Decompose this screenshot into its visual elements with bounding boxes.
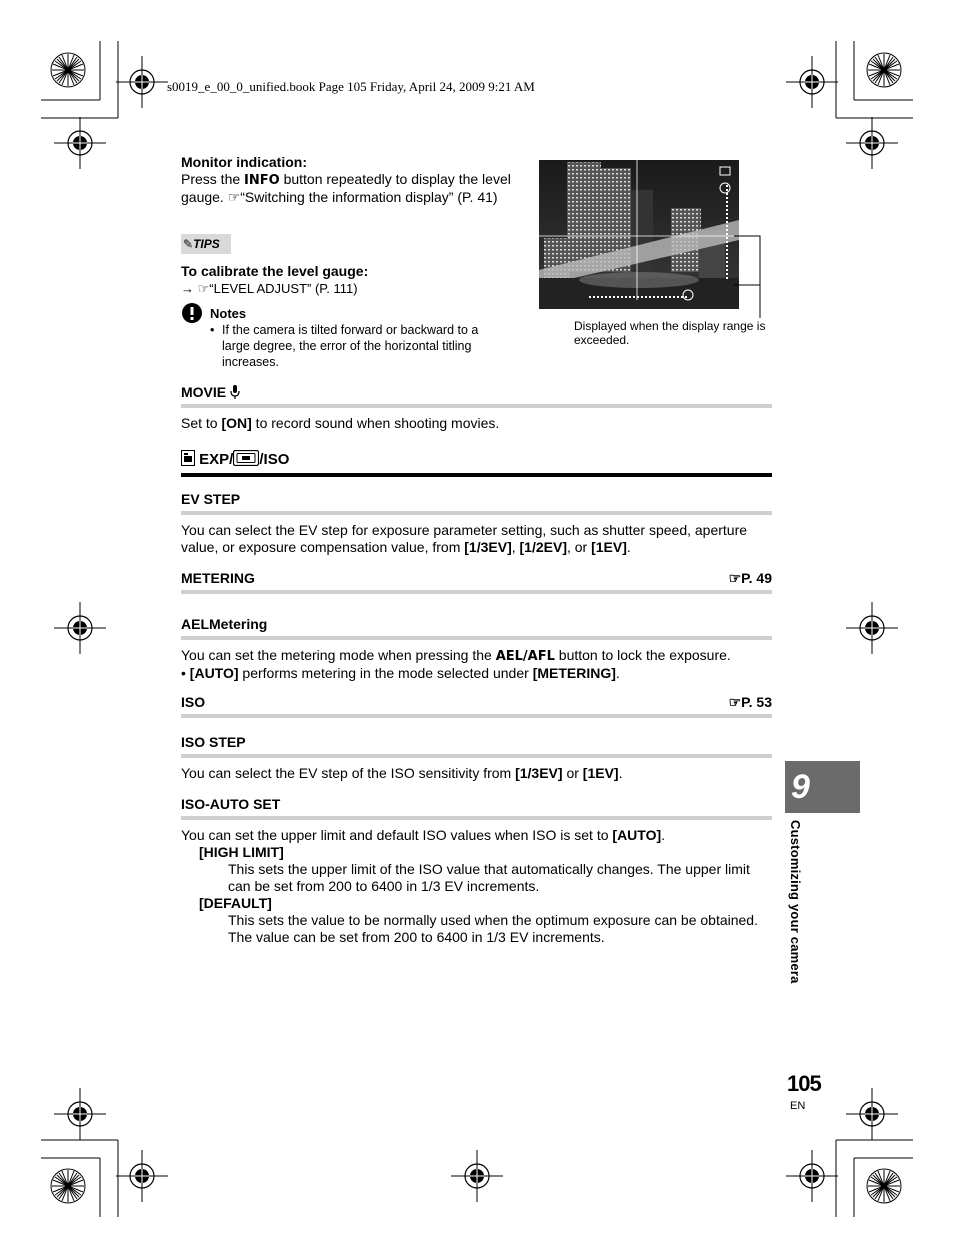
microphone-icon xyxy=(230,385,240,399)
divider xyxy=(181,404,772,408)
divider xyxy=(181,590,772,594)
notes-line: If the camera is tilted forward or backward to a xyxy=(222,323,479,337)
monitor-line-1 xyxy=(181,171,531,189)
section-title xyxy=(181,450,289,468)
tips-icon: ✎ xyxy=(183,237,194,251)
metering-icon xyxy=(233,450,259,466)
notes-line: increases. xyxy=(222,355,279,369)
level-gauge-photo xyxy=(539,160,739,309)
divider xyxy=(181,511,772,515)
movie-heading xyxy=(181,384,240,400)
default-desc: This sets the value to be normally used when the optimum exposure can be obtained. The value can be set from 200 to 6400 in 1/3 EV increments. xyxy=(228,912,758,945)
bullet: • xyxy=(210,323,215,337)
chapter-label: Customizing your camera xyxy=(788,820,803,984)
high-limit-label: [HIGH LIMIT] xyxy=(199,844,284,860)
divider xyxy=(181,754,772,758)
divider xyxy=(181,636,772,640)
tips-label: TIPS xyxy=(193,237,220,251)
page-number: 105 xyxy=(787,1071,821,1096)
monitor-title: Monitor indication: xyxy=(181,154,307,170)
ev-step-line: value, or exposure compensation value, from [1/3EV], [1/2EV], or [1EV]. xyxy=(181,539,631,555)
iso-auto-text xyxy=(181,827,781,946)
iso-page-ref[interactable]: ☞P. 53 xyxy=(728,694,772,710)
movie-text: Set to [ON] to record sound when shooting movies. xyxy=(181,415,500,431)
ael-line: You can set the metering mode when pressing the AEL/AFL button to lock the exposure. xyxy=(181,647,731,664)
movie-heading-text: MOVIE xyxy=(181,384,227,400)
high-limit-desc: This sets the upper limit of the ISO value that automatically changes. The upper limit can be set from 200 to 6400 in 1/3 EV increments. xyxy=(228,861,750,894)
iso-heading: ISO xyxy=(181,694,206,710)
metering-page-ref[interactable]: ☞P. 49 xyxy=(728,570,772,586)
callout-lines xyxy=(730,230,770,320)
figure-caption xyxy=(574,319,774,347)
iso-step-heading: ISO STEP xyxy=(181,734,246,750)
notes-item xyxy=(210,322,510,370)
iso-step-text: You can select the EV step of the ISO sensitivity from [1/3EV] or [1EV]. xyxy=(181,765,623,781)
chapter-tab: 9 xyxy=(785,761,860,813)
calibrate-title: To calibrate the level gauge: xyxy=(181,263,369,279)
ael-text xyxy=(181,647,781,682)
section-rule xyxy=(181,473,772,477)
ev-step-text xyxy=(181,522,781,556)
metering-heading: METERING xyxy=(181,570,255,586)
caption-line: Displayed when the display range is xyxy=(574,319,766,333)
divider xyxy=(181,714,772,718)
caption-line: exceeded. xyxy=(574,333,630,347)
ael-afl-key: AEL/AFL xyxy=(495,649,555,664)
ael-line: • [AUTO] performs metering in the mode selected under [METERING]. xyxy=(181,665,620,681)
info-key: INFO xyxy=(244,173,280,188)
calibrate-ref: → ☞“LEVEL ADJUST” (P. 111) xyxy=(181,281,358,296)
ael-heading: AELMetering xyxy=(181,616,268,632)
calibrate-block xyxy=(181,263,521,297)
section-title-text: EXP/ xyxy=(199,451,234,468)
warning-icon xyxy=(182,303,202,323)
iso-auto-intro: You can set the upper limit and default ISO values when ISO is set to [AUTO]. xyxy=(181,827,666,843)
divider xyxy=(181,816,772,820)
ev-step-line: You can select the EV step for exposure parameter setting, such as shutter speed, aperture xyxy=(181,522,748,538)
section-title-end: /ISO xyxy=(259,451,290,468)
iso-auto-heading: ISO-AUTO SET xyxy=(181,796,281,812)
monitor-text: button repeatedly to display the level xyxy=(279,171,511,187)
notes-title: Notes xyxy=(210,306,247,321)
cityscape-illustration xyxy=(539,160,739,309)
language-code: EN xyxy=(790,1100,806,1112)
monitor-block xyxy=(181,154,531,206)
monitor-text: Press the xyxy=(181,171,245,187)
notes-line: large degree, the error of the horizontal titling xyxy=(222,339,472,353)
book-header: s0019_e_00_0_unified.book Page 105 Friday, April 24, 2009 9:21 AM xyxy=(167,79,535,94)
tips-badge xyxy=(181,234,231,254)
default-label: [DEFAULT] xyxy=(199,895,272,911)
camera-menu-icon xyxy=(181,450,195,466)
ev-step-heading: EV STEP xyxy=(181,491,241,507)
monitor-line-2: gauge. ☞“Switching the information display” (P. 41) xyxy=(181,189,498,205)
